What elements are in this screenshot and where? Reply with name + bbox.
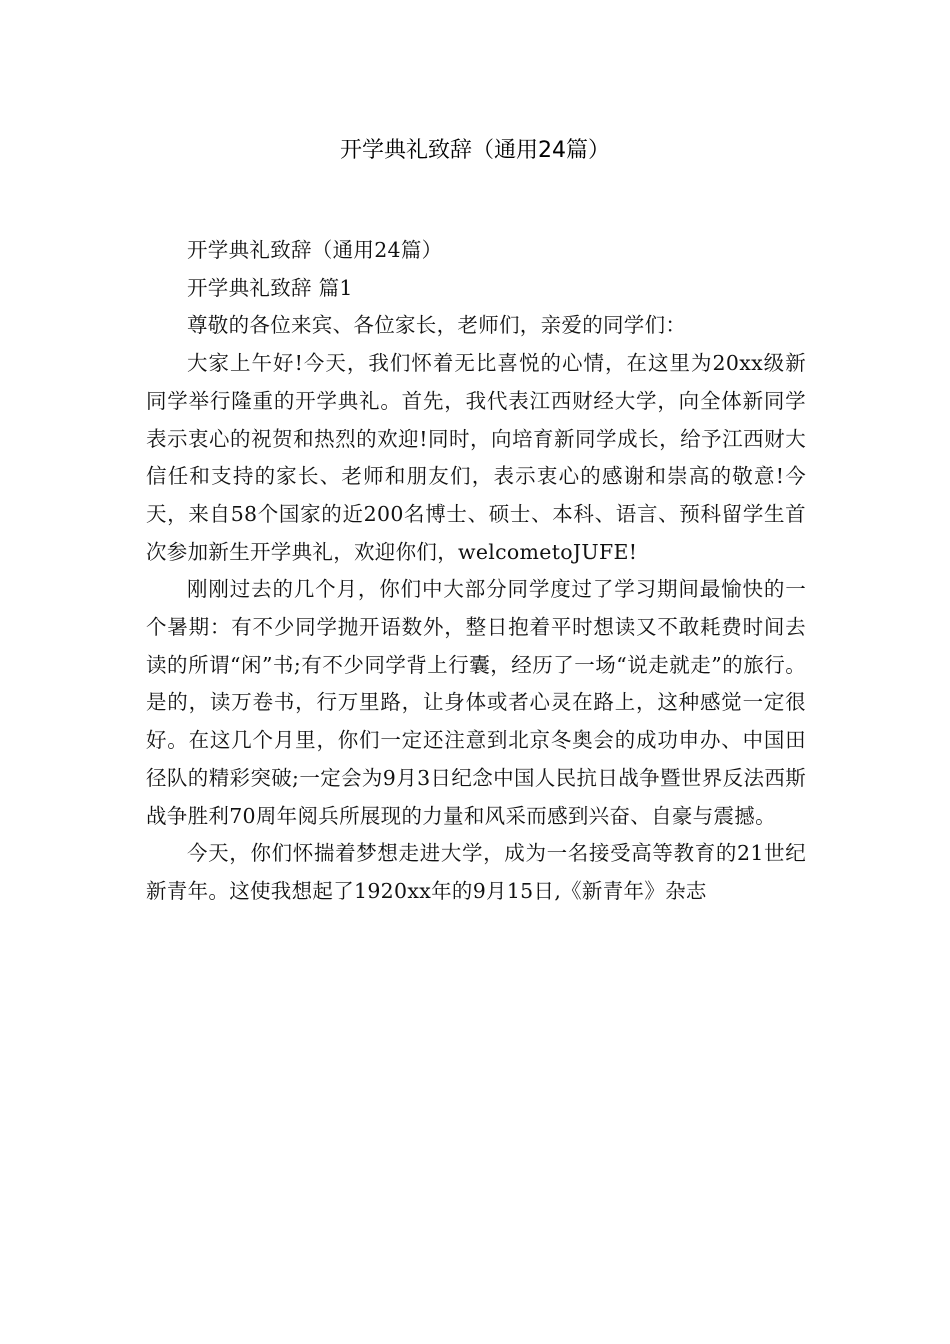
document-body <box>146 232 806 911</box>
document-title: 开学典礼致辞（通用24篇） <box>340 138 610 163</box>
body-paragraph-heading: 开学典礼致辞（通用24篇） <box>187 238 443 262</box>
body-paragraph: 大家上午好!今天，我们怀着无比喜悦的心情，在这里为20xx级新同学举行隆重的开学典礼。首先，我代表江西财经大学，向全体新同学表示衷心的祝贺和热烈的欢迎!同时，向培育新同学成长，给予江西财大信任和支持的家长、老师和朋友们，表示衷心的感谢和崇高的敬意!今天，来自58个国家的近200名博士、硕士、本科、语言、预科留学生首次参加新生开学典礼，欢迎你们，welcometoJUFE! <box>146 351 806 564</box>
body-paragraph: 今天，你们怀揣着梦想走进大学，成为一名接受高等教育的21世纪新青年。这使我想起了1920xx年的9月15日,《新青年》杂志 <box>146 841 806 903</box>
body-paragraph: 刚刚过去的几个月，你们中大部分同学度过了学习期间最愉快的一个暑期：有不少同学抛开语数外，整日抱着平时想读又不敢耗费时间去读的所谓“闲”书;有不少同学背上行囊，经历了一场“说走就走”的旅行。是的，读万卷书，行万里路，让身体或者心灵在路上，这种感觉一定很好。在这几个月里，你们一定还注意到北京冬奥会的成功申办、中国田径队的精彩突破;一定会为9月3日纪念中国人民抗日战争暨世界反法西斯战争胜利70周年阅兵所展现的力量和风采而感到兴奋、自豪与震撼。 <box>146 577 806 828</box>
body-paragraph-salutation: 尊敬的各位来宾、各位家长，老师们，亲爱的同学们： <box>187 313 687 338</box>
body-paragraph-section-title: 开学典礼致辞 篇1 <box>187 275 353 300</box>
